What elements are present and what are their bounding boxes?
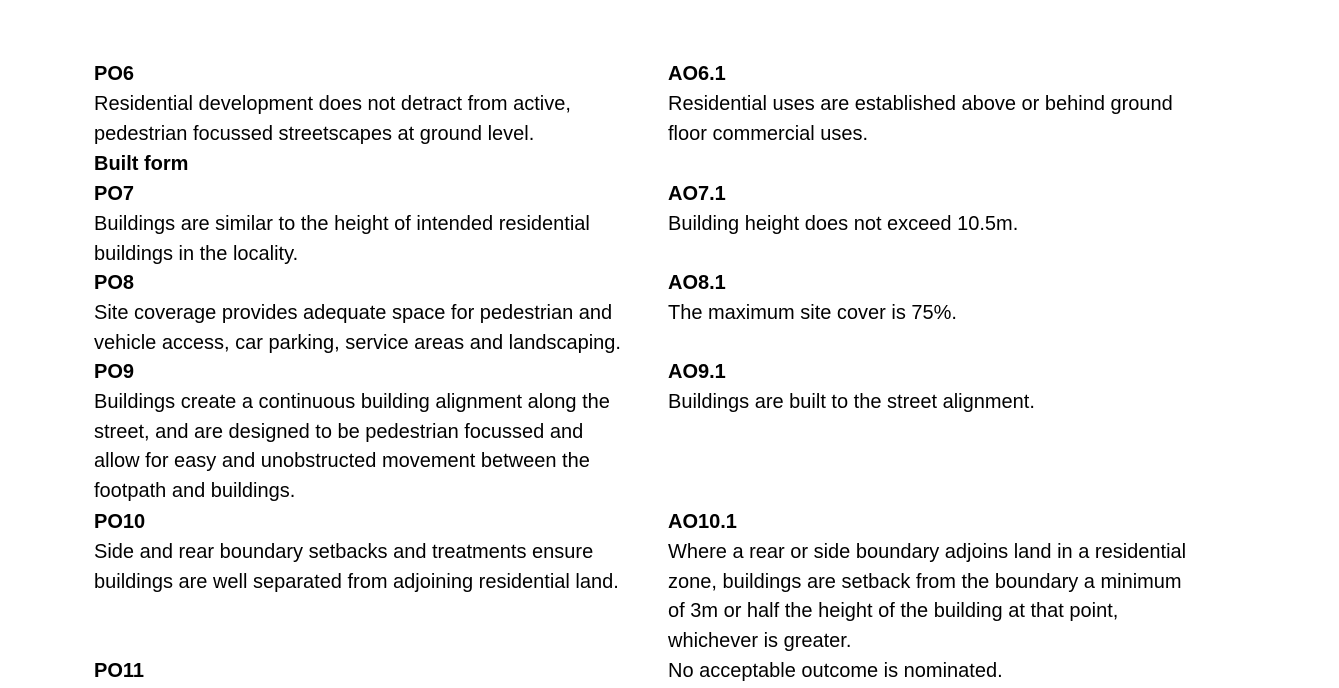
ao-text-line: Where a rear or side boundary adjoins land in a residential — [668, 540, 1187, 563]
ao-text-line: whichever is greater. — [668, 630, 852, 653]
po-code: PO10 — [94, 511, 146, 533]
section-heading-built-form — [94, 150, 664, 180]
po-text-line: allow for easy and unobstructed movement between the — [94, 450, 590, 473]
po-text-line: buildings are well separated from adjoining residential land. — [94, 570, 619, 593]
acceptable-outcome-ao9-1 — [668, 358, 1238, 418]
ao-code: AO6.1 — [668, 63, 726, 85]
acceptable-outcome-ao7-1 — [668, 180, 1238, 240]
performance-outcome-po11 — [94, 657, 664, 687]
po-code: PO7 — [94, 183, 135, 205]
section-heading: Built form — [94, 153, 189, 175]
ao-text-line: The maximum site cover is 75%. — [668, 301, 957, 324]
acceptable-outcome-ao6-1 — [668, 60, 1238, 149]
performance-outcome-po6 — [94, 60, 664, 149]
acceptable-outcome-ao8-1 — [668, 269, 1238, 329]
ao-text-line: Buildings are built to the street alignment. — [668, 390, 1035, 413]
ao-text-line: zone, buildings are setback from the boundary a minimum — [668, 570, 1182, 593]
ao-text-line: No acceptable outcome is nominated. — [668, 660, 1003, 682]
po-text-line: Site coverage provides adequate space for pedestrian and — [94, 301, 613, 324]
performance-outcome-po7 — [94, 180, 664, 269]
ao-code: AO7.1 — [668, 183, 726, 205]
po-text-line: pedestrian focussed streetscapes at ground level. — [94, 122, 535, 145]
po-text-line: Residential development does not detract from active, — [94, 92, 571, 115]
po-text-line: street, and are designed to be pedestrian focussed and — [94, 420, 584, 443]
po-text-line: Side and rear boundary setbacks and treatments ensure — [94, 540, 594, 563]
ao-text-line: Residential uses are established above or behind ground — [668, 92, 1173, 115]
ao-code: AO8.1 — [668, 272, 726, 294]
performance-outcome-po8 — [94, 269, 664, 358]
performance-outcome-po10 — [94, 508, 664, 597]
acceptable-outcome-ao10-1 — [668, 508, 1238, 657]
ao-text-line: floor commercial uses. — [668, 122, 869, 145]
ao-code: AO10.1 — [668, 511, 737, 533]
po-text-line: buildings in the locality. — [94, 242, 299, 265]
ao-text-line: Building height does not exceed 10.5m. — [668, 212, 1019, 235]
performance-outcome-po9 — [94, 358, 664, 507]
ao-code: AO9.1 — [668, 361, 726, 383]
po-text-line: Buildings are similar to the height of intended residential — [94, 212, 590, 235]
po-code: PO9 — [94, 361, 135, 383]
po-text-line: vehicle access, car parking, service areas and landscaping. — [94, 331, 621, 354]
po-code: PO6 — [94, 63, 135, 85]
po-code: PO8 — [94, 272, 135, 294]
po-text-line: Buildings create a continuous building alignment along the — [94, 390, 610, 413]
ao-text-line: of 3m or half the height of the building at that point, — [668, 600, 1119, 623]
acceptable-outcome-none — [668, 657, 1238, 687]
po-text-line: footpath and buildings. — [94, 480, 296, 503]
po-code: PO11 — [94, 660, 145, 682]
